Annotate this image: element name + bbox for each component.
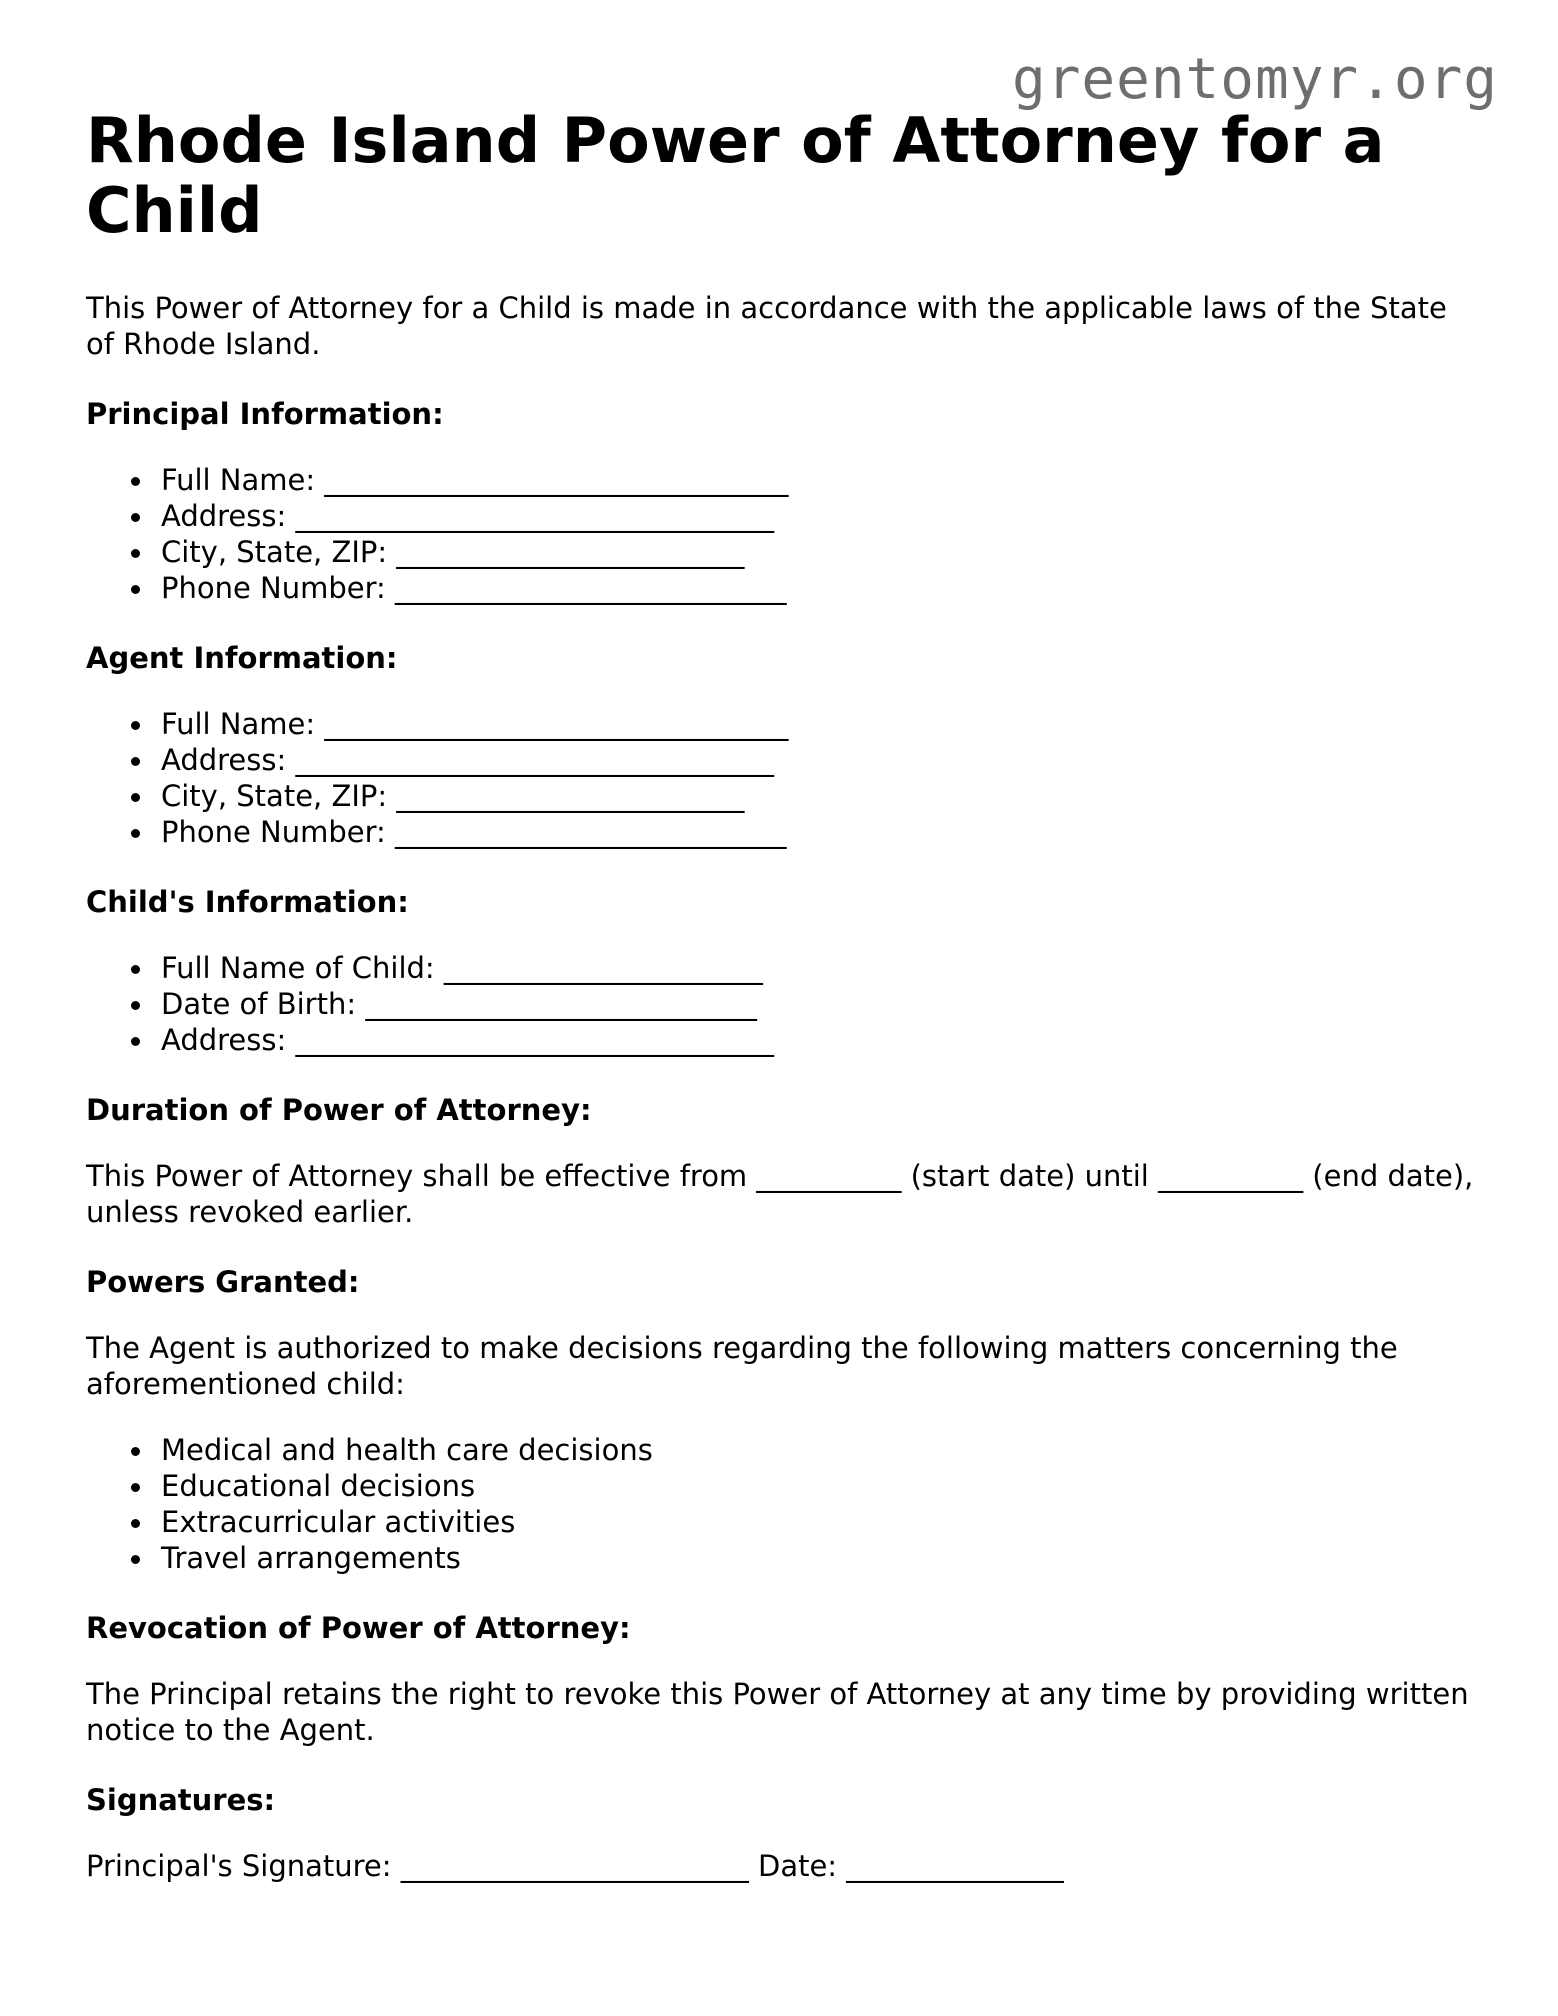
principal-phone-field[interactable]: Phone Number: ___________________________ (161, 570, 1486, 606)
child-list (86, 950, 1486, 1058)
principal-full-name-field[interactable]: Full Name: ________________________________ (161, 462, 1486, 498)
principal-list (86, 462, 1486, 606)
child-address-field[interactable]: Address: _________________________________ (161, 1022, 1486, 1058)
agent-full-name-field[interactable]: Full Name: ________________________________ (161, 706, 1486, 742)
powers-list (86, 1432, 1486, 1576)
page-title: Rhode Island Power of Attorney for a Child (86, 104, 1385, 247)
principal-heading: Principal Information: (86, 397, 444, 431)
agent-city-state-zip-field[interactable]: City, State, ZIP: ________________________ (161, 778, 1486, 814)
child-heading: Child's Information: (86, 885, 409, 919)
powers-heading: Powers Granted: (86, 1265, 360, 1299)
agent-address-field[interactable]: Address: _________________________________ (161, 742, 1486, 778)
revocation-paragraph: The Principal retains the right to revoke this Power of Attorney at any time by providing written notice to the Agent. (86, 1677, 1469, 1747)
powers-paragraph: The Agent is authorized to make decisions regarding the following matters concerning the aforementioned child: (86, 1331, 1398, 1401)
revocation-heading: Revocation of Power of Attorney: (86, 1611, 631, 1645)
signatures-heading: Signatures: (86, 1783, 276, 1817)
agent-phone-field[interactable]: Phone Number: ___________________________ (161, 814, 1486, 850)
duration-paragraph[interactable]: This Power of Attorney shall be effective from __________ (start date) until __________ (end date), unless revoked earlier. (86, 1159, 1474, 1229)
power-item: Educational decisions (161, 1468, 1486, 1504)
child-full-name-field[interactable]: Full Name of Child: ______________________ (161, 950, 1486, 986)
principal-city-state-zip-field[interactable]: City, State, ZIP: ________________________ (161, 534, 1486, 570)
power-item: Extracurricular activities (161, 1504, 1486, 1540)
agent-list (86, 706, 1486, 850)
agent-heading: Agent Information: (86, 641, 398, 675)
watermark: greentomyr.org (1011, 47, 1498, 112)
power-item: Medical and health care decisions (161, 1432, 1486, 1468)
power-item: Travel arrangements (161, 1540, 1486, 1576)
principal-signature-line[interactable]: Principal's Signature: ________________________ Date: _______________ (86, 1849, 1064, 1883)
duration-heading: Duration of Power of Attorney: (86, 1093, 592, 1127)
document-body (86, 106, 1486, 1884)
child-dob-field[interactable]: Date of Birth: ___________________________ (161, 986, 1486, 1022)
intro-paragraph: This Power of Attorney for a Child is made in accordance with the applicable laws of the State of Rhode Island. (86, 291, 1447, 361)
principal-address-field[interactable]: Address: _________________________________ (161, 498, 1486, 534)
